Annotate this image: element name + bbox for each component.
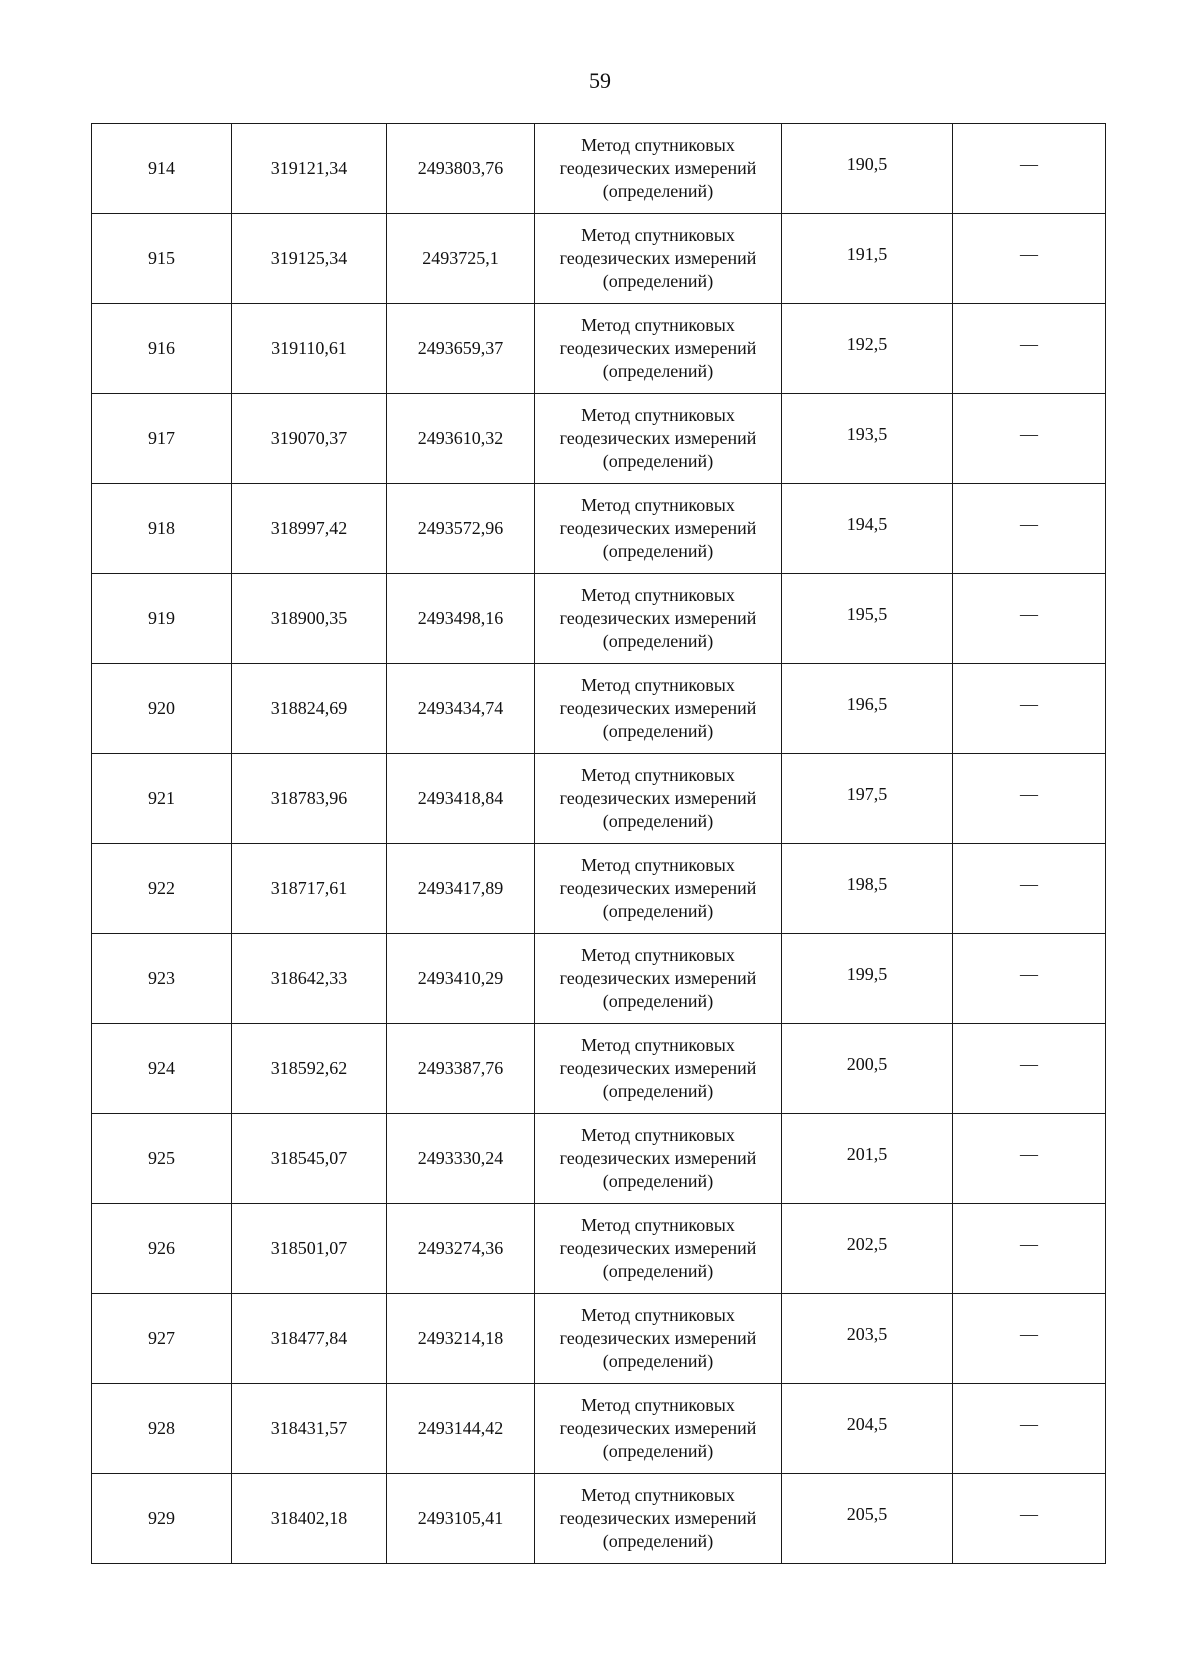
x-coordinate-cell [232,754,387,844]
y-coordinate-cell-text: 2493214,18 [417,1328,504,1348]
y-coordinate-cell [387,664,535,754]
y-coordinate-cell [387,574,535,664]
x-coordinate-cell-text: 318477,84 [270,1328,348,1348]
method-line: геодезических измерений [559,1328,757,1348]
point-number-cell-text: 915 [148,248,175,268]
x-coordinate-cell [232,484,387,574]
method-line: геодезических измерений [559,968,757,988]
method-cell [535,1024,782,1114]
method-line: геодезических измерений [559,248,757,268]
point-number-cell-text: 924 [148,1058,175,1078]
note-cell-text: — [1020,874,1038,894]
table-row [92,1114,1106,1204]
point-number-cell [92,664,232,754]
table-row [92,1384,1106,1474]
x-coordinate-cell [232,394,387,484]
accuracy-cell [782,214,953,304]
y-coordinate-cell-text: 2493417,89 [417,878,504,898]
method-line: (определений) [602,1441,714,1461]
note-cell-text: — [1020,1324,1038,1344]
method-line: Метод спутниковых [581,675,735,695]
x-coordinate-cell-text: 318783,96 [270,788,348,808]
method-line: Метод спутниковых [581,1125,735,1145]
note-cell [953,1114,1106,1204]
method-cell [535,124,782,214]
method-line: (определений) [602,721,714,741]
accuracy-cell [782,844,953,934]
accuracy-cell-text: 194,5 [846,514,888,534]
method-line: (определений) [602,541,714,561]
point-number-cell [92,1204,232,1294]
method-cell [535,844,782,934]
method-line: (определений) [602,1261,714,1281]
point-number-cell-text: 928 [148,1418,175,1438]
note-cell [953,304,1106,394]
note-cell [953,664,1106,754]
method-line: Метод спутниковых [581,585,735,605]
point-number-cell [92,1024,232,1114]
x-coordinate-cell-text: 318592,62 [270,1058,348,1078]
method-line: геодезических измерений [559,338,757,358]
accuracy-cell [782,1474,953,1564]
point-number-cell [92,1114,232,1204]
method-line: (определений) [602,811,714,831]
method-line: Метод спутниковых [581,1035,735,1055]
accuracy-cell [782,574,953,664]
accuracy-cell-text: 196,5 [846,694,888,714]
y-coordinate-cell [387,754,535,844]
y-coordinate-cell-text: 2493330,24 [417,1148,504,1168]
point-number-cell [92,304,232,394]
method-line: геодезических измерений [559,1508,757,1528]
table-row [92,1204,1106,1294]
table-row [92,484,1106,574]
note-cell [953,1474,1106,1564]
y-coordinate-cell [387,1114,535,1204]
method-line: (определений) [602,361,714,381]
y-coordinate-cell [387,1474,535,1564]
point-number-cell [92,1474,232,1564]
note-cell-text: — [1020,154,1038,174]
note-cell-text: — [1020,514,1038,534]
method-cell [535,484,782,574]
point-number-cell-text: 925 [148,1148,175,1168]
point-number-cell-text: 927 [148,1328,175,1348]
method-line: геодезических измерений [559,1238,757,1258]
x-coordinate-cell [232,124,387,214]
point-number-cell-text: 929 [148,1508,175,1528]
point-number-cell [92,484,232,574]
x-coordinate-cell [232,1384,387,1474]
y-coordinate-cell [387,844,535,934]
method-cell [535,394,782,484]
table-row [92,1294,1106,1384]
point-number-cell-text: 923 [148,968,175,988]
table-row [92,124,1106,214]
point-number-cell-text: 920 [148,698,175,718]
method-line: геодезических измерений [559,608,757,628]
point-number-cell [92,124,232,214]
accuracy-cell [782,754,953,844]
y-coordinate-cell [387,1294,535,1384]
y-coordinate-cell [387,484,535,574]
method-line: геодезических измерений [559,1058,757,1078]
x-coordinate-cell [232,1204,387,1294]
x-coordinate-cell [232,574,387,664]
x-coordinate-cell-text: 318431,57 [270,1418,348,1438]
coordinates-table [91,123,1106,1564]
method-line: Метод спутниковых [581,135,735,155]
note-cell [953,934,1106,1024]
point-number-cell [92,754,232,844]
accuracy-cell-text: 195,5 [846,604,888,624]
y-coordinate-cell [387,1384,535,1474]
accuracy-cell [782,664,953,754]
page-number: 59 [589,68,611,93]
point-number-cell [92,934,232,1024]
method-cell [535,1474,782,1564]
method-line: Метод спутниковых [581,1215,735,1235]
x-coordinate-cell [232,844,387,934]
note-cell [953,1294,1106,1384]
y-coordinate-cell-text: 2493572,96 [417,518,504,538]
y-coordinate-cell-text: 2493659,37 [417,338,504,358]
method-line: Метод спутниковых [581,1305,735,1325]
table-row [92,664,1106,754]
table-row [92,304,1106,394]
point-number-cell [92,1294,232,1384]
method-line: (определений) [602,1171,714,1191]
accuracy-cell-text: 205,5 [846,1504,888,1524]
y-coordinate-cell [387,214,535,304]
point-number-cell [92,844,232,934]
x-coordinate-cell-text: 318997,42 [270,518,348,538]
method-line: геодезических измерений [559,1148,757,1168]
x-coordinate-cell-text: 318717,61 [270,878,348,898]
note-cell-text: — [1020,784,1038,804]
table-row [92,1024,1106,1114]
accuracy-cell-text: 199,5 [846,964,888,984]
y-coordinate-cell-text: 2493105,41 [417,1508,504,1528]
table-row [92,394,1106,484]
note-cell [953,1024,1106,1114]
accuracy-cell [782,1024,953,1114]
x-coordinate-cell [232,1024,387,1114]
note-cell [953,844,1106,934]
point-number-cell [92,574,232,664]
note-cell-text: — [1020,1054,1038,1074]
method-line: Метод спутниковых [581,1485,735,1505]
method-line: (определений) [602,991,714,1011]
method-line: Метод спутниковых [581,765,735,785]
accuracy-cell-text: 204,5 [846,1414,888,1434]
point-number-cell-text: 922 [148,878,175,898]
y-coordinate-cell [387,304,535,394]
x-coordinate-cell [232,1294,387,1384]
note-cell [953,1384,1106,1474]
method-cell [535,934,782,1024]
y-coordinate-cell [387,934,535,1024]
method-line: (определений) [602,271,714,291]
x-coordinate-cell [232,214,387,304]
accuracy-cell-text: 200,5 [846,1054,888,1074]
method-line: геодезических измерений [559,788,757,808]
point-number-cell-text: 916 [148,338,175,358]
note-cell [953,124,1106,214]
accuracy-cell [782,394,953,484]
y-coordinate-cell-text: 2493418,84 [417,788,504,808]
accuracy-cell [782,1294,953,1384]
x-coordinate-cell-text: 319121,34 [270,158,348,178]
note-cell [953,574,1106,664]
y-coordinate-cell-text: 2493387,76 [417,1058,504,1078]
method-cell [535,664,782,754]
method-cell [535,304,782,394]
y-coordinate-cell [387,1024,535,1114]
accuracy-cell-text: 197,5 [846,784,888,804]
method-line: (определений) [602,451,714,471]
accuracy-cell-text: 202,5 [846,1234,888,1254]
x-coordinate-cell-text: 319125,34 [270,248,348,268]
note-cell-text: — [1020,694,1038,714]
method-line: геодезических измерений [559,1418,757,1438]
method-cell [535,1114,782,1204]
method-line: Метод спутниковых [581,225,735,245]
x-coordinate-cell [232,304,387,394]
method-line: геодезических измерений [559,698,757,718]
note-cell-text: — [1020,334,1038,354]
x-coordinate-cell-text: 318900,35 [270,608,348,628]
accuracy-cell [782,1114,953,1204]
x-coordinate-cell-text: 318642,33 [270,968,348,988]
note-cell [953,214,1106,304]
table-row [92,574,1106,664]
method-line: Метод спутниковых [581,1395,735,1415]
method-cell [535,1204,782,1294]
coordinates-table-body [92,124,1106,1564]
method-cell [535,1294,782,1384]
note-cell [953,1204,1106,1294]
x-coordinate-cell-text: 319070,37 [270,428,348,448]
x-coordinate-cell-text: 318501,07 [270,1238,348,1258]
x-coordinate-cell [232,1474,387,1564]
accuracy-cell-text: 193,5 [846,424,888,444]
method-line: Метод спутниковых [581,945,735,965]
x-coordinate-cell [232,934,387,1024]
method-cell [535,1384,782,1474]
note-cell-text: — [1020,244,1038,264]
note-cell [953,484,1106,574]
point-number-cell [92,1384,232,1474]
x-coordinate-cell [232,1114,387,1204]
accuracy-cell-text: 192,5 [846,334,888,354]
note-cell-text: — [1020,424,1038,444]
note-cell-text: — [1020,604,1038,624]
accuracy-cell [782,934,953,1024]
x-coordinate-cell-text: 318545,07 [270,1148,348,1168]
x-coordinate-cell-text: 318402,18 [270,1508,348,1528]
method-cell [535,754,782,844]
method-line: (определений) [602,1531,714,1551]
accuracy-cell [782,1204,953,1294]
method-line: (определений) [602,181,714,201]
table-row [92,754,1106,844]
method-line: (определений) [602,901,714,921]
method-line: геодезических измерений [559,518,757,538]
accuracy-cell-text: 201,5 [846,1144,888,1164]
method-line: Метод спутниковых [581,855,735,875]
point-number-cell-text: 919 [148,608,175,628]
table-row [92,214,1106,304]
table-row [92,934,1106,1024]
y-coordinate-cell-text: 2493410,29 [417,968,504,988]
accuracy-cell-text: 198,5 [846,874,888,894]
accuracy-cell [782,1384,953,1474]
y-coordinate-cell-text: 2493803,76 [417,158,504,178]
method-line: Метод спутниковых [581,495,735,515]
method-line: Метод спутниковых [581,315,735,335]
x-coordinate-cell [232,664,387,754]
method-line: геодезических измерений [559,158,757,178]
point-number-cell [92,214,232,304]
y-coordinate-cell-text: 2493498,16 [417,608,504,628]
note-cell-text: — [1020,1504,1038,1524]
note-cell-text: — [1020,1234,1038,1254]
method-line: (определений) [602,631,714,651]
note-cell [953,394,1106,484]
point-number-cell-text: 914 [148,158,175,178]
method-line: (определений) [602,1081,714,1101]
y-coordinate-cell-text: 2493610,32 [417,428,504,448]
point-number-cell-text: 917 [148,428,175,448]
point-number-cell [92,394,232,484]
point-number-cell-text: 921 [148,788,175,808]
accuracy-cell-text: 190,5 [846,154,888,174]
note-cell-text: — [1020,1414,1038,1434]
accuracy-cell-text: 203,5 [846,1324,888,1344]
note-cell [953,754,1106,844]
point-number-cell-text: 918 [148,518,175,538]
note-cell-text: — [1020,1144,1038,1164]
accuracy-cell [782,484,953,574]
method-line: (определений) [602,1351,714,1371]
accuracy-cell [782,304,953,394]
y-coordinate-cell-text: 2493144,42 [417,1418,504,1438]
method-cell [535,214,782,304]
y-coordinate-cell [387,394,535,484]
accuracy-cell [782,124,953,214]
y-coordinate-cell [387,124,535,214]
point-number-cell-text: 926 [148,1238,175,1258]
method-cell [535,574,782,664]
note-cell-text: — [1020,964,1038,984]
y-coordinate-cell-text: 2493725,1 [422,248,499,268]
method-line: геодезических измерений [559,878,757,898]
accuracy-cell-text: 191,5 [846,244,888,264]
x-coordinate-cell-text: 319110,61 [271,338,347,358]
y-coordinate-cell-text: 2493274,36 [417,1238,504,1258]
method-line: геодезических измерений [559,428,757,448]
y-coordinate-cell [387,1204,535,1294]
table-row [92,844,1106,934]
y-coordinate-cell-text: 2493434,74 [417,698,504,718]
x-coordinate-cell-text: 318824,69 [270,698,348,718]
method-line: Метод спутниковых [581,405,735,425]
table-row [92,1474,1106,1564]
